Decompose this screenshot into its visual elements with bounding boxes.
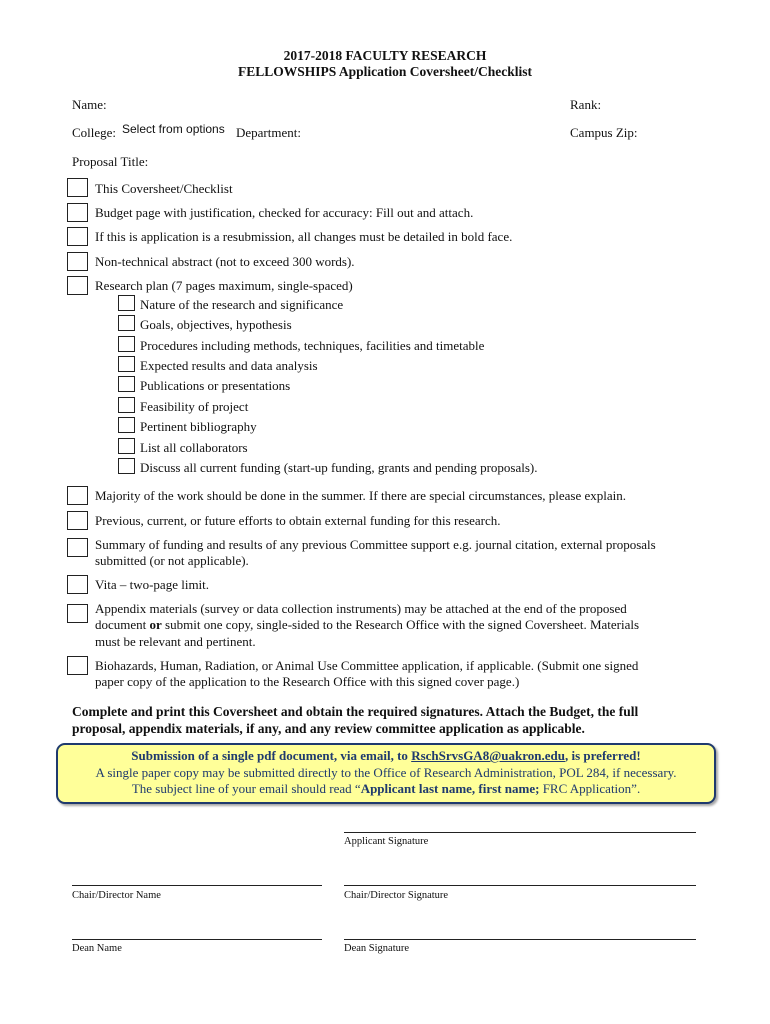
dean-name-line[interactable] bbox=[72, 939, 322, 940]
checkbox-rp-procedures[interactable] bbox=[118, 336, 135, 352]
department-label: Department: bbox=[236, 125, 301, 140]
checklist-item-appendix-line3: must be relevant and pertinent. bbox=[95, 634, 256, 649]
checkbox-rp-bibliography[interactable] bbox=[118, 417, 135, 433]
checkbox-research-plan[interactable] bbox=[67, 276, 88, 295]
campus-zip-label: Campus Zip: bbox=[570, 125, 638, 140]
submission-notice bbox=[56, 743, 716, 804]
college-select[interactable]: Select from options bbox=[122, 122, 225, 136]
notice-line1-suffix: , is preferred! bbox=[565, 748, 641, 763]
checklist-item-research-plan: Research plan (7 pages maximum, single-spaced) bbox=[95, 278, 353, 293]
rp-item-procedures: Procedures including methods, techniques, facilities and timetable bbox=[140, 338, 485, 353]
rp-item-nature: Nature of the research and significance bbox=[140, 297, 344, 312]
checkbox-rp-funding[interactable] bbox=[118, 458, 135, 474]
checkbox-abstract[interactable] bbox=[67, 252, 88, 271]
rp-item-publications: Publications or presentations bbox=[140, 378, 291, 393]
checklist-item-appendix-line1: Appendix materials (survey or data collection instruments) may be attached at the end of the proposed bbox=[95, 601, 627, 616]
checkbox-budget[interactable] bbox=[67, 203, 88, 222]
checkbox-summer[interactable] bbox=[67, 486, 88, 505]
rp-item-collaborators: List all collaborators bbox=[140, 440, 248, 455]
dean-signature-line[interactable] bbox=[344, 939, 696, 940]
checklist-item-biohazards-line1: Biohazards, Human, Radiation, or Animal Use Committee application, if applicable. (Submit one signed bbox=[95, 658, 639, 673]
checklist-item-summer: Majority of the work should be done in the summer. If there are special circumstances, please explain. bbox=[95, 488, 627, 503]
checkbox-resubmission[interactable] bbox=[67, 227, 88, 246]
notice-line3-bold: Applicant last name, first name; bbox=[360, 781, 540, 796]
checkbox-external-funding[interactable] bbox=[67, 511, 88, 530]
checklist-item-budget: Budget page with justification, checked for accuracy: Fill out and attach. bbox=[95, 205, 474, 220]
notice-line2: A single paper copy may be submitted directly to the Office of Research Administration, POL 284, if necessary. bbox=[95, 764, 677, 780]
proposal-title-label: Proposal Title: bbox=[72, 154, 149, 169]
checkbox-appendix[interactable] bbox=[67, 604, 88, 623]
instructions-line1: Complete and print this Coversheet and obtain the required signatures. Attach the Budget, the full bbox=[72, 704, 639, 719]
chair-signature-label: Chair/Director Signature bbox=[344, 890, 449, 901]
notice-line3 bbox=[58, 781, 714, 798]
chair-signature-line[interactable] bbox=[344, 885, 696, 886]
checkbox-previous-support[interactable] bbox=[67, 538, 88, 557]
rank-label: Rank: bbox=[570, 97, 602, 112]
rp-item-bibliography: Pertinent bibliography bbox=[140, 419, 257, 434]
name-label: Name: bbox=[72, 97, 107, 112]
notice-line3-prefix: The subject line of your email should read “ bbox=[131, 781, 361, 796]
rp-item-goals: Goals, objectives, hypothesis bbox=[140, 317, 292, 332]
rp-item-feasibility: Feasibility of project bbox=[140, 399, 249, 414]
notice-line1 bbox=[58, 748, 714, 765]
rp-item-expected: Expected results and data analysis bbox=[140, 358, 318, 373]
college-label: College: bbox=[72, 125, 117, 140]
checkbox-rp-collaborators[interactable] bbox=[118, 438, 135, 454]
rp-item-funding: Discuss all current funding (start-up funding, grants and pending proposals). bbox=[140, 460, 538, 475]
checklist-item-resubmission: If this is application is a resubmission, all changes must be detailed in bold face. bbox=[95, 229, 513, 244]
checkbox-rp-goals[interactable] bbox=[118, 315, 135, 331]
chair-name-label: Chair/Director Name bbox=[72, 890, 161, 901]
checkbox-rp-feasibility[interactable] bbox=[118, 397, 135, 413]
checklist-item-appendix-line2: document or submit one copy, single-sided to the Research Office with the signed Coversheet. Materials bbox=[95, 617, 640, 632]
applicant-signature-label: Applicant Signature bbox=[344, 836, 429, 847]
checklist-item-external-funding: Previous, current, or future efforts to obtain external funding for this research. bbox=[95, 513, 501, 528]
notice-line3-suffix: FRC Application”. bbox=[539, 781, 641, 796]
applicant-signature-line[interactable] bbox=[344, 832, 696, 833]
checklist-item-abstract: Non-technical abstract (not to exceed 300 words). bbox=[95, 254, 355, 269]
checkbox-rp-nature[interactable] bbox=[118, 295, 135, 311]
checkbox-rp-publications[interactable] bbox=[118, 376, 135, 392]
title-line-2: FELLOWSHIPS Application Coversheet/Checklist bbox=[237, 64, 533, 79]
checklist-item-previous-support-line2: submitted (or not applicable). bbox=[95, 553, 249, 568]
checkbox-vita[interactable] bbox=[67, 575, 88, 594]
dean-signature-label: Dean Signature bbox=[344, 943, 410, 954]
notice-line1-prefix: Submission of a single pdf document, via email, to bbox=[131, 748, 412, 763]
checklist-item-previous-support-line1: Summary of funding and results of any previous Committee support e.g. journal citation, external proposals bbox=[95, 537, 656, 552]
title-line-1: 2017-2018 FACULTY RESEARCH bbox=[283, 48, 487, 63]
checklist-item-coversheet: This Coversheet/Checklist bbox=[95, 181, 233, 196]
dean-name-label: Dean Name bbox=[72, 943, 122, 954]
checklist-item-vita: Vita – two-page limit. bbox=[95, 577, 210, 592]
chair-name-line[interactable] bbox=[72, 885, 322, 886]
instructions-line2: proposal, appendix materials, if any, and any review committee application as applicable. bbox=[72, 721, 585, 736]
email-link[interactable]: RschSrvsGA8@uakron.edu bbox=[411, 748, 565, 763]
checkbox-coversheet[interactable] bbox=[67, 178, 88, 197]
checkbox-biohazards[interactable] bbox=[67, 656, 88, 675]
checklist-item-biohazards-line2: paper copy of the application to the Research Office with this signed cover page.) bbox=[95, 674, 520, 689]
checkbox-rp-expected[interactable] bbox=[118, 356, 135, 372]
